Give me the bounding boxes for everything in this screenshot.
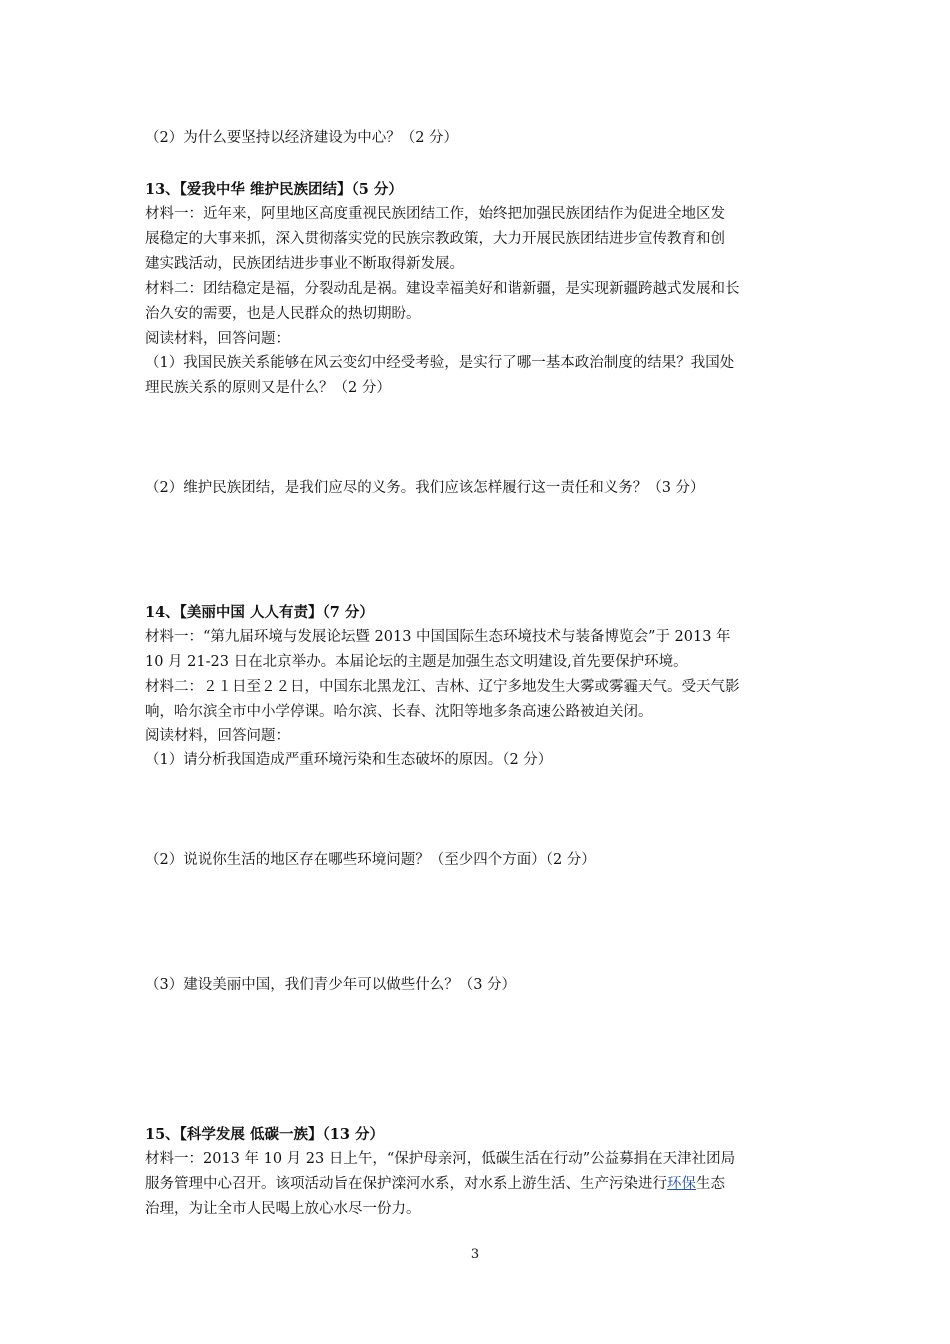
q13-material-2-line-1: 材料二：团结稳定是福，分裂动乱是祸。建设幸福美好和谐新疆，是实现新疆跨越式发展和长 (145, 281, 740, 297)
q13-heading: 13、【爱我中华 维护民族团结】（5 分） (145, 181, 403, 198)
q14-subquestion-3: （3）建设美丽中国，我们青少年可以做些什么？（3 分） (145, 977, 517, 993)
q13-subquestion-1-line-1: （1）我国民族关系能够在风云变幻中经受考验，是实行了哪一基本政治制度的结果？我国处 (145, 355, 735, 371)
q14-heading: 14、【美丽中国 人人有责】（7 分） (145, 604, 374, 621)
q14-subquestion-2: （2）说说你生活的地区存在哪些环境问题？（至少四个方面）（2 分） (145, 852, 596, 868)
environmental-protection-link[interactable]: 环保 (667, 1176, 696, 1192)
q15-material-1-line-2 (145, 1173, 810, 1195)
page-number: 3 (470, 1247, 480, 1262)
q13-prompt: 阅读材料，回答问题： (145, 331, 290, 347)
q13-subquestion-2: （2）维护民族团结，是我们应尽的义务。我们应该怎样履行这一责任和义务？（3 分） (145, 480, 705, 496)
q14-material-1-line-1: 材料一：“第九届环境与发展论坛暨 2013 中国国际生态环境技术与装备博览会”于 2013 年 (145, 629, 731, 645)
q14-subquestion-1: （1）请分析我国造成严重环境污染和生态破坏的原因。（2 分） (145, 752, 553, 768)
q14-material-1-line-2: 10 月 21-23 日在北京举办。本届论坛的主题是加强生态文明建设,首先要保护环境。 (145, 654, 688, 670)
q15-heading: 15、【科学发展 低碳一族】（13 分） (145, 1126, 384, 1143)
q13-material-1-line-3: 建实践活动，民族团结进步事业不断取得新发展。 (145, 256, 464, 272)
q15-material-1-line-1: 材料一：2013 年 10 月 23 日上午，“保护母亲河，低碳生活在行动”公益募捐在天津社团局 (145, 1151, 736, 1167)
q14-material-2-line-2: 响，哈尔滨全市中小学停课。哈尔滨、长春、沈阳等地多条高速公路被迫关闭。 (145, 704, 653, 720)
q13-material-2-line-2: 治久安的需要，也是人民群众的热切期盼。 (145, 306, 421, 322)
q15-material-1-line-2-text-b: 生态 (696, 1176, 725, 1192)
q13-material-1-line-2: 展稳定的大事来抓，深入贯彻落实党的民族宗教政策，大力开展民族团结进步宣传教育和创 (145, 231, 725, 247)
q15-material-1-line-2-text-a: 服务管理中心召开。该项活动旨在保护滦河水系，对水系上游生活、生产污染进行 (145, 1176, 667, 1192)
q14-material-2-line-1: 材料二：２１日至２２日，中国东北黑龙江、吉林、辽宁多地发生大雾或雾霾天气。受天气影 (145, 679, 740, 695)
q13-material-1-line-1: 材料一：近年来，阿里地区高度重视民族团结工作，始终把加强民族团结作为促进全地区发 (145, 206, 725, 222)
q13-subquestion-1-line-2: 理民族关系的原则又是什么？（2 分） (145, 380, 391, 396)
q12-subquestion-2: （2）为什么要坚持以经济建设为中心？（2 分） (145, 130, 459, 146)
q15-material-1-line-3: 治理，为让全市人民喝上放心水尽一份力。 (145, 1201, 421, 1217)
q14-prompt: 阅读材料，回答问题： (145, 728, 290, 744)
